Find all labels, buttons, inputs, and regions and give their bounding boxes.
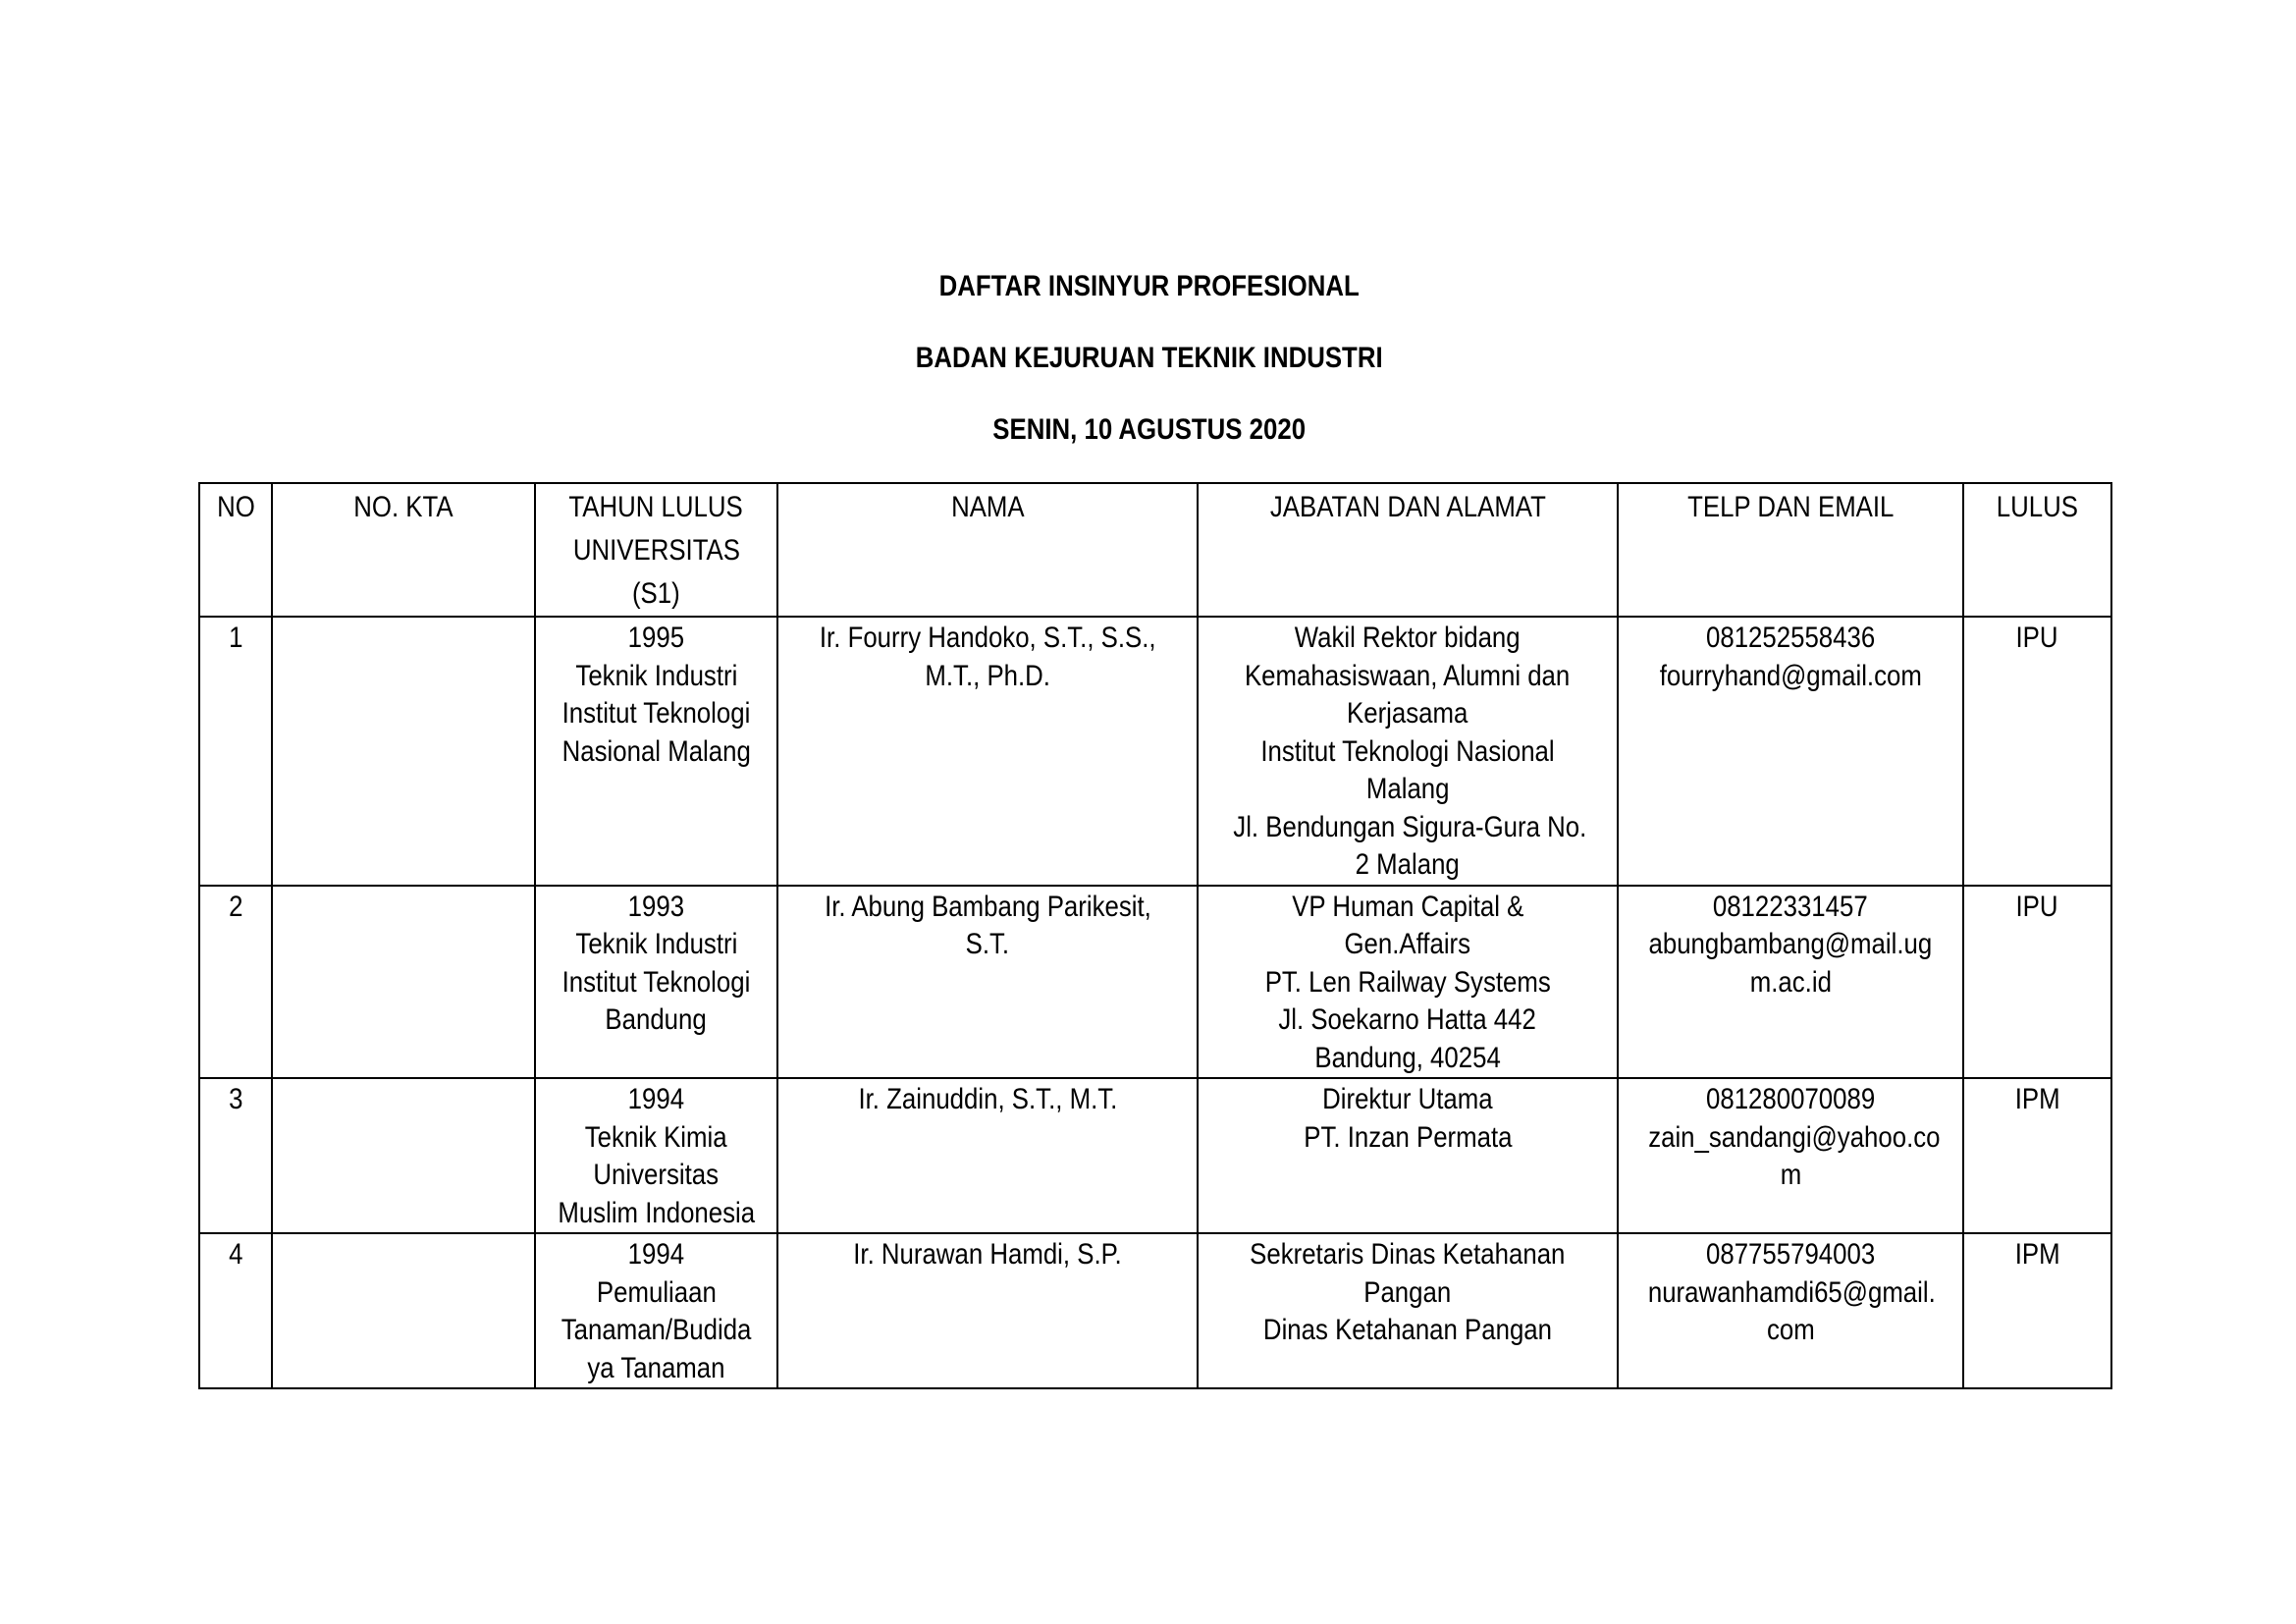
table-row — [199, 1078, 2111, 1233]
engineer-list-table — [198, 482, 2112, 1389]
cell-jabatan: Sekretaris Dinas Ketahanan Pangan Dinas Ketahanan Pangan — [1198, 1233, 1618, 1388]
cell-lulus: IPU — [1963, 886, 2111, 1079]
cell-kta — [272, 617, 535, 886]
cell-tahun: 1994 Pemuliaan Tanaman/Budida ya Tanaman — [535, 1233, 777, 1388]
cell-no: 2 — [199, 886, 272, 1079]
cell-lulus: IPM — [1963, 1233, 2111, 1388]
document-title: DAFTAR INSINYUR PROFESIONAL — [938, 270, 1360, 302]
cell-no: 1 — [199, 617, 272, 886]
cell-lulus: IPU — [1963, 617, 2111, 886]
header-no: NO — [199, 483, 272, 617]
header-lulus: LULUS — [1963, 483, 2111, 617]
cell-jabatan: VP Human Capital & Gen.Affairs PT. Len Railway Systems Jl. Soekarno Hatta 442 Bandung, 40254 — [1198, 886, 1618, 1079]
cell-telp: 081280070089 zain_sandangi@yahoo.co m — [1618, 1078, 1963, 1233]
table-header-row — [199, 483, 2111, 617]
document-subtitle: BADAN KEJURUAN TEKNIK INDUSTRI — [915, 342, 1383, 374]
header-nama: NAMA — [777, 483, 1198, 617]
cell-kta — [272, 886, 535, 1079]
cell-no: 3 — [199, 1078, 272, 1233]
header-tahun: TAHUN LULUS UNIVERSITAS (S1) — [535, 483, 777, 617]
cell-nama: Ir. Zainuddin, S.T., M.T. — [777, 1078, 1198, 1233]
cell-lulus: IPM — [1963, 1078, 2111, 1233]
document-date: SENIN, 10 AGUSTUS 2020 — [992, 413, 1307, 446]
cell-jabatan: Direktur Utama PT. Inzan Permata — [1198, 1078, 1618, 1233]
cell-telp: 081252558436 fourryhand@gmail.com — [1618, 617, 1963, 886]
cell-kta — [272, 1233, 535, 1388]
cell-nama: Ir. Abung Bambang Parikesit, S.T. — [777, 886, 1198, 1079]
cell-telp: 087755794003 nurawanhamdi65@gmail. com — [1618, 1233, 1963, 1388]
table-row — [199, 617, 2111, 886]
cell-kta — [272, 1078, 535, 1233]
cell-tahun: 1993 Teknik Industri Institut Teknologi Bandung — [535, 886, 777, 1079]
cell-telp: 08122331457 abungbambang@mail.ug m.ac.id — [1618, 886, 1963, 1079]
header-telp: TELP DAN EMAIL — [1618, 483, 1963, 617]
cell-nama: Ir. Nurawan Hamdi, S.P. — [777, 1233, 1198, 1388]
header-kta: NO. KTA — [272, 483, 535, 617]
cell-nama: Ir. Fourry Handoko, S.T., S.S., M.T., Ph.D. — [777, 617, 1198, 886]
cell-no: 4 — [199, 1233, 272, 1388]
table-row — [199, 886, 2111, 1079]
cell-jabatan: Wakil Rektor bidang Kemahasiswaan, Alumni dan Kerjasama Institut Teknologi Nasional Malang Jl. Bendungan Sigura-Gura No. 2 Malang — [1198, 617, 1618, 886]
header-jabatan: JABATAN DAN ALAMAT — [1198, 483, 1618, 617]
table-row — [199, 1233, 2111, 1388]
cell-tahun: 1995 Teknik Industri Institut Teknologi Nasional Malang — [535, 617, 777, 886]
cell-tahun: 1994 Teknik Kimia Universitas Muslim Indonesia — [535, 1078, 777, 1233]
